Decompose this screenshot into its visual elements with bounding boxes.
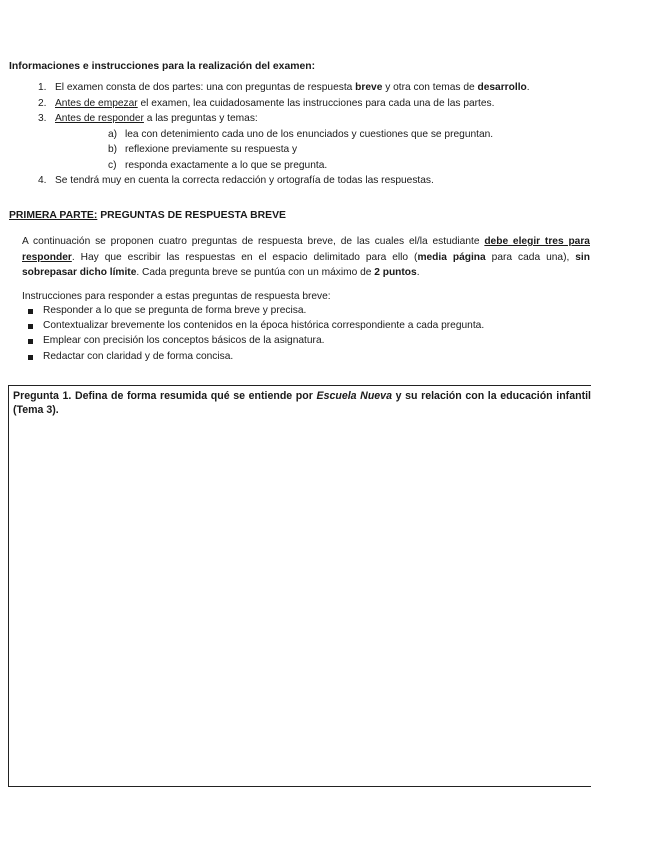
instruction-number: 4. [38, 175, 47, 186]
subitem-letter: c) [108, 159, 117, 171]
instruction-text: Antes de responder [55, 113, 144, 124]
question-1-italic: Escuela Nueva [316, 390, 392, 402]
answer-instructions-list [0, 305, 484, 366]
instruction-number: 1. [38, 82, 47, 93]
instruction-text: Se tendrá muy en cuenta la correcta redacción y ortografía de todas las respuestas. [55, 175, 434, 186]
instruction-item [0, 82, 640, 98]
instruction-item [0, 98, 640, 114]
section-intro-paragraph [22, 234, 590, 281]
answer-instruction-item [0, 335, 484, 350]
instruction-subitem [55, 160, 640, 176]
instruction-item [0, 113, 640, 175]
instruction-text: El examen consta de dos partes: una con preguntas de respuesta [55, 82, 356, 93]
section-title [9, 209, 286, 222]
answer-box[interactable] [8, 385, 591, 787]
intro-text: A continuación se proponen cuatro preguntas de respuesta breve, de las cuales el/la estudiante [22, 236, 485, 247]
answer-instruction-item [0, 320, 484, 335]
question-1-after: y su relación con la educación infantil (Tema 3). [13, 390, 591, 416]
answer-instruction-item [0, 351, 484, 366]
instruction-number: 2. [38, 97, 47, 109]
instructions-list [0, 82, 640, 191]
instruction-text: . [526, 82, 530, 93]
intro-text: 2 puntos [374, 267, 417, 279]
subitem-letter: b) [108, 144, 118, 155]
bullet-icon [28, 339, 33, 344]
instruction-item [0, 175, 640, 191]
answer-instruction-text: Responder a lo que se pregunta de forma breve y precisa. [43, 305, 307, 316]
bullet-icon [28, 324, 33, 329]
answer-instruction-text: Emplear con precisión los conceptos básicos de la asignatura. [43, 335, 325, 347]
subitem-text: reflexione previamente su respuesta y [125, 144, 298, 155]
bullet-icon [28, 355, 33, 360]
intro-text: sin sobrepasar dicho límite [22, 251, 590, 279]
intro-text: . [416, 267, 420, 279]
subitem-text: lea con detenimiento cada uno de los enunciados y cuestiones que se preguntan. [125, 128, 494, 140]
answer-instruction-text: Redactar con claridad y de forma concisa. [43, 350, 234, 362]
question-1-text [13, 389, 591, 417]
section-title-rest: PREGUNTAS DE RESPUESTA BREVE [97, 210, 286, 221]
intro-text: . Cada pregunta breve se puntúa con un máximo de [136, 267, 375, 279]
instruction-text: Antes de empezar [55, 97, 138, 109]
answer-instruction-item [0, 305, 484, 320]
intro-text: para cada una), [485, 251, 576, 263]
intro-text: media página [417, 251, 486, 263]
answer-instructions-heading: Instrucciones para responder a estas preguntas de respuesta breve: [22, 291, 331, 302]
instructions-heading: Informaciones e instrucciones para la realización del examen: [9, 61, 316, 72]
instruction-text: a las preguntas y temas: [143, 113, 258, 124]
instruction-subitem [55, 129, 640, 145]
instruction-text: breve [355, 82, 383, 93]
section-title-prefix: PRIMERA PARTE: [9, 210, 98, 221]
instruction-text: el examen, lea cuidadosamente las instrucciones para cada una de las partes. [137, 97, 495, 109]
instruction-text: y otra con temas de [382, 82, 478, 93]
instruction-subitem [55, 144, 640, 160]
answer-instruction-text: Contextualizar brevemente los contenidos en la época histórica correspondiente a cada pregunta. [43, 320, 485, 332]
intro-text: . Hay que escribir las respuestas en el espacio delimitado para ello ( [71, 251, 418, 263]
bullet-icon [28, 309, 33, 314]
intro-text: debe elegir tres para responder [22, 236, 590, 263]
subitem-text: responda exactamente a lo que se pregunta. [125, 159, 328, 171]
instruction-text: desarrollo [477, 82, 527, 93]
subitem-letter: a) [108, 128, 118, 140]
question-1-before: Pregunta 1. Defina de forma resumida qué se entiende por [13, 390, 317, 402]
instruction-number: 3. [38, 113, 47, 124]
